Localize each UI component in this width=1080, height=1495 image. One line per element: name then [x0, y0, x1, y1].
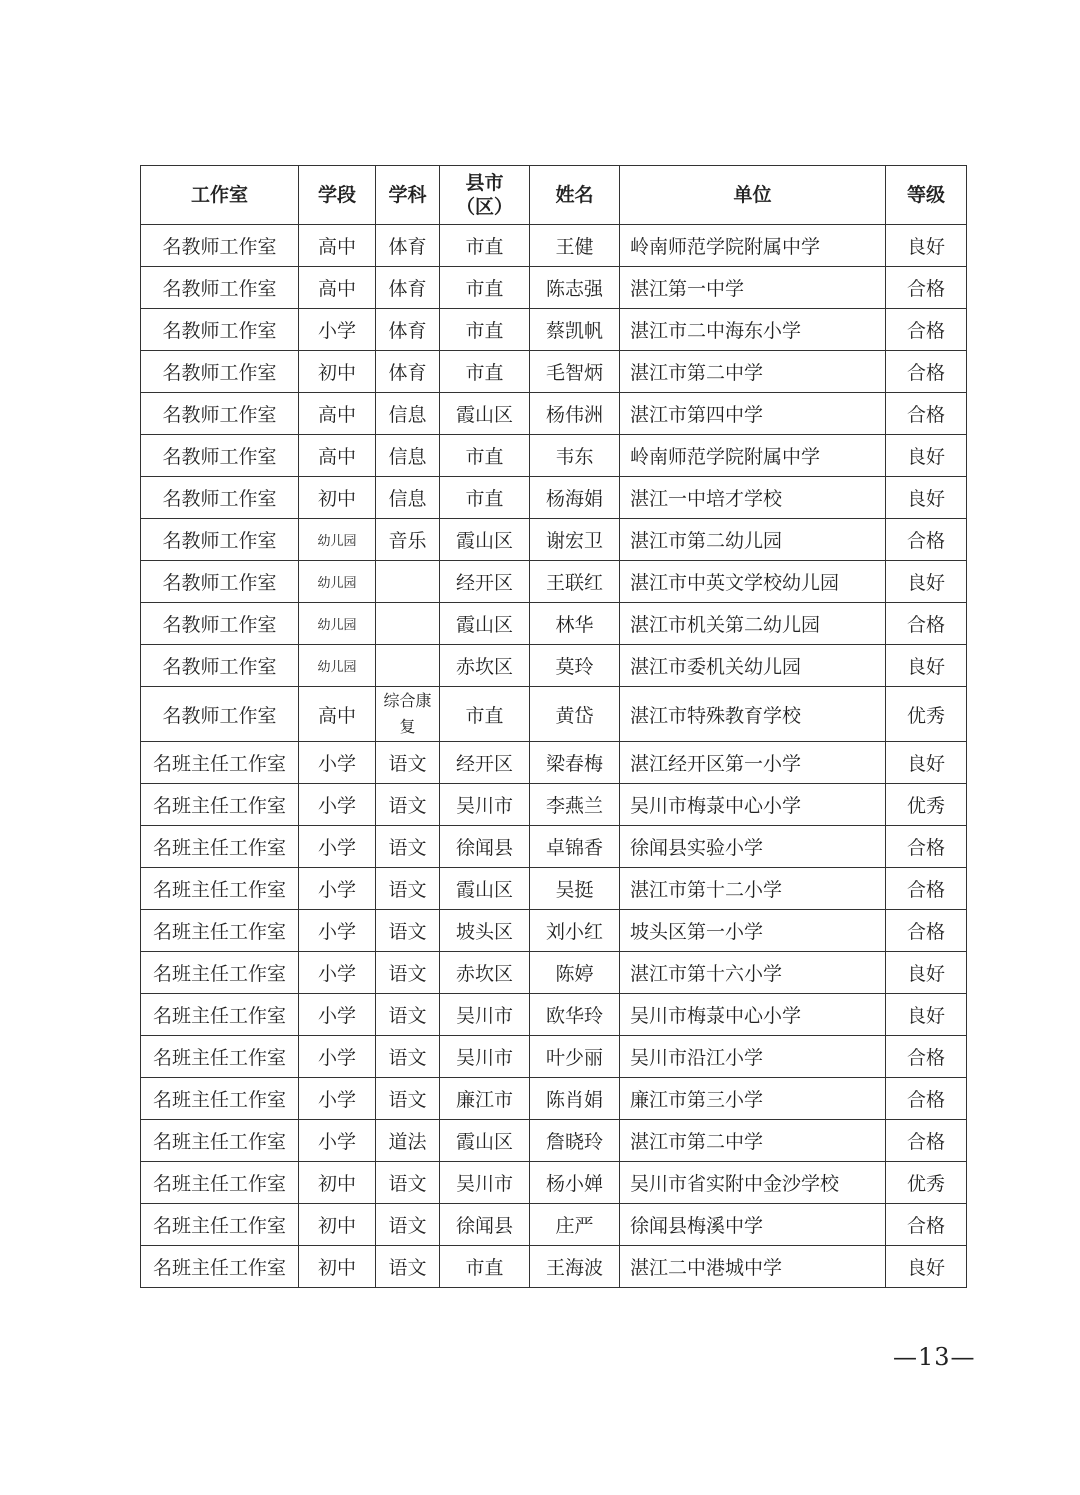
cell-subject: 语文: [376, 994, 440, 1036]
cell-name: 陈志强: [530, 267, 620, 309]
table-row: [141, 477, 967, 519]
cell-stage: 幼儿园: [299, 645, 376, 687]
table-row: [141, 952, 967, 994]
cell-stage: 高中: [299, 393, 376, 435]
cell-studio: 名班主任工作室: [141, 952, 299, 994]
cell-stage: 小学: [299, 1036, 376, 1078]
table-row: [141, 603, 967, 645]
cell-unit: 湛江二中港城中学: [620, 1246, 886, 1288]
cell-unit: 湛江市第十六小学: [620, 952, 886, 994]
cell-subject: 信息: [376, 393, 440, 435]
cell-stage: 高中: [299, 267, 376, 309]
header-county-line1: 县市: [465, 172, 504, 194]
header-grade: 等级: [886, 166, 967, 225]
cell-name: 杨伟洲: [530, 393, 620, 435]
cell-subject: 语文: [376, 1036, 440, 1078]
cell-subject: [376, 603, 440, 645]
cell-county: 市直: [440, 225, 530, 267]
cell-unit: 徐闻县实验小学: [620, 826, 886, 868]
header-subject: 学科: [376, 166, 440, 225]
cell-stage: 小学: [299, 784, 376, 826]
cell-subject: 语文: [376, 1204, 440, 1246]
cell-county: 霞山区: [440, 603, 530, 645]
cell-unit: 坡头区第一小学: [620, 910, 886, 952]
cell-county: 经开区: [440, 561, 530, 603]
cell-subject: 音乐: [376, 519, 440, 561]
cell-subject: 语文: [376, 742, 440, 784]
cell-unit: 湛江经开区第一小学: [620, 742, 886, 784]
cell-name: 王健: [530, 225, 620, 267]
table-row: [141, 1120, 967, 1162]
cell-studio: 名教师工作室: [141, 393, 299, 435]
cell-grade: 合格: [886, 1036, 967, 1078]
cell-subject: 综合康复: [376, 687, 440, 742]
results-table: [140, 165, 967, 1288]
cell-county: 赤坎区: [440, 645, 530, 687]
cell-grade: 良好: [886, 952, 967, 994]
cell-stage: 初中: [299, 1204, 376, 1246]
cell-studio: 名教师工作室: [141, 645, 299, 687]
header-county: [440, 166, 530, 225]
cell-studio: 名班主任工作室: [141, 1120, 299, 1162]
cell-unit: 湛江市委机关幼儿园: [620, 645, 886, 687]
table-row: [141, 435, 967, 477]
cell-studio: 名教师工作室: [141, 351, 299, 393]
cell-county: 市直: [440, 351, 530, 393]
cell-studio: 名教师工作室: [141, 309, 299, 351]
cell-stage: 初中: [299, 1246, 376, 1288]
cell-subject: 语文: [376, 1246, 440, 1288]
header-county-line2: （区）: [455, 196, 513, 218]
cell-county: 坡头区: [440, 910, 530, 952]
cell-grade: 合格: [886, 1078, 967, 1120]
cell-county: 吴川市: [440, 1036, 530, 1078]
cell-county: 市直: [440, 267, 530, 309]
cell-county: 吴川市: [440, 994, 530, 1036]
cell-stage: 小学: [299, 309, 376, 351]
cell-subject: 体育: [376, 225, 440, 267]
cell-name: 王联红: [530, 561, 620, 603]
cell-unit: 徐闻县梅溪中学: [620, 1204, 886, 1246]
cell-unit: 岭南师范学院附属中学: [620, 225, 886, 267]
cell-stage: 小学: [299, 1120, 376, 1162]
cell-stage: 小学: [299, 1078, 376, 1120]
cell-studio: 名教师工作室: [141, 267, 299, 309]
table-row: [141, 1036, 967, 1078]
cell-stage: 小学: [299, 742, 376, 784]
cell-grade: 优秀: [886, 784, 967, 826]
cell-grade: 良好: [886, 435, 967, 477]
cell-unit: 湛江市二中海东小学: [620, 309, 886, 351]
cell-grade: 合格: [886, 1204, 967, 1246]
table-row: [141, 1246, 967, 1288]
cell-name: 莫玲: [530, 645, 620, 687]
table-row: [141, 910, 967, 952]
cell-studio: 名班主任工作室: [141, 910, 299, 952]
cell-name: 林华: [530, 603, 620, 645]
cell-subject: 体育: [376, 267, 440, 309]
table-row: [141, 267, 967, 309]
cell-unit: 湛江市第二中学: [620, 1120, 886, 1162]
cell-unit: 湛江市特殊教育学校: [620, 687, 886, 742]
table-row: [141, 742, 967, 784]
table-row: [141, 687, 967, 742]
cell-name: 庄严: [530, 1204, 620, 1246]
cell-name: 毛智炳: [530, 351, 620, 393]
cell-county: 吴川市: [440, 784, 530, 826]
cell-county: 市直: [440, 309, 530, 351]
cell-grade: 合格: [886, 519, 967, 561]
table-row: [141, 784, 967, 826]
cell-subject: 语文: [376, 826, 440, 868]
cell-name: 谢宏卫: [530, 519, 620, 561]
cell-county: 赤坎区: [440, 952, 530, 994]
cell-grade: 合格: [886, 267, 967, 309]
cell-grade: 合格: [886, 826, 967, 868]
cell-name: 蔡凯帆: [530, 309, 620, 351]
cell-stage: 小学: [299, 994, 376, 1036]
cell-stage: 初中: [299, 351, 376, 393]
cell-unit: 湛江市第四中学: [620, 393, 886, 435]
cell-grade: 合格: [886, 351, 967, 393]
cell-grade: 良好: [886, 742, 967, 784]
cell-grade: 优秀: [886, 1162, 967, 1204]
cell-stage: 初中: [299, 477, 376, 519]
cell-subject: 道法: [376, 1120, 440, 1162]
cell-subject: 语文: [376, 1078, 440, 1120]
cell-unit: 吴川市梅菉中心小学: [620, 784, 886, 826]
table-row: [141, 519, 967, 561]
cell-unit: 湛江一中培才学校: [620, 477, 886, 519]
cell-grade: 合格: [886, 1120, 967, 1162]
cell-stage: 高中: [299, 225, 376, 267]
cell-county: 廉江市: [440, 1078, 530, 1120]
cell-subject: 信息: [376, 477, 440, 519]
cell-studio: 名教师工作室: [141, 561, 299, 603]
table-row: [141, 1204, 967, 1246]
cell-subject: 语文: [376, 784, 440, 826]
cell-name: 陈肖娟: [530, 1078, 620, 1120]
cell-unit: 湛江市第二中学: [620, 351, 886, 393]
cell-stage: 小学: [299, 910, 376, 952]
cell-subject: 语文: [376, 910, 440, 952]
page-number: —13—: [893, 1343, 976, 1371]
cell-studio: 名班主任工作室: [141, 868, 299, 910]
cell-county: 经开区: [440, 742, 530, 784]
cell-subject: 体育: [376, 351, 440, 393]
cell-stage: 幼儿园: [299, 519, 376, 561]
table-row: [141, 645, 967, 687]
cell-studio: 名教师工作室: [141, 435, 299, 477]
cell-unit: 岭南师范学院附属中学: [620, 435, 886, 477]
cell-grade: 合格: [886, 309, 967, 351]
cell-county: 市直: [440, 477, 530, 519]
cell-grade: 合格: [886, 393, 967, 435]
header-studio: 工作室: [141, 166, 299, 225]
cell-name: 杨小婵: [530, 1162, 620, 1204]
cell-unit: 吴川市梅菉中心小学: [620, 994, 886, 1036]
table-row: [141, 1162, 967, 1204]
cell-unit: 湛江市第二幼儿园: [620, 519, 886, 561]
cell-grade: 良好: [886, 1246, 967, 1288]
cell-subject: 语文: [376, 952, 440, 994]
cell-grade: 优秀: [886, 687, 967, 742]
cell-stage: 高中: [299, 435, 376, 477]
table-row: [141, 225, 967, 267]
cell-name: 黄岱: [530, 687, 620, 742]
cell-studio: 名班主任工作室: [141, 1036, 299, 1078]
cell-studio: 名班主任工作室: [141, 826, 299, 868]
cell-name: 梁春梅: [530, 742, 620, 784]
cell-name: 吴挺: [530, 868, 620, 910]
table-row: [141, 561, 967, 603]
cell-subject: 语文: [376, 868, 440, 910]
cell-name: 韦东: [530, 435, 620, 477]
cell-studio: 名教师工作室: [141, 225, 299, 267]
cell-grade: 合格: [886, 603, 967, 645]
cell-unit: 湛江第一中学: [620, 267, 886, 309]
cell-subject: [376, 645, 440, 687]
table-row: [141, 393, 967, 435]
cell-county: 市直: [440, 1246, 530, 1288]
cell-studio: 名班主任工作室: [141, 1078, 299, 1120]
cell-grade: 合格: [886, 910, 967, 952]
cell-studio: 名班主任工作室: [141, 994, 299, 1036]
cell-stage: 初中: [299, 1162, 376, 1204]
table-row: [141, 994, 967, 1036]
cell-studio: 名班主任工作室: [141, 1162, 299, 1204]
table-row: [141, 351, 967, 393]
cell-name: 叶少丽: [530, 1036, 620, 1078]
cell-grade: 良好: [886, 994, 967, 1036]
cell-grade: 良好: [886, 561, 967, 603]
cell-studio: 名教师工作室: [141, 519, 299, 561]
cell-stage: 高中: [299, 687, 376, 742]
cell-name: 卓锦香: [530, 826, 620, 868]
header-stage: 学段: [299, 166, 376, 225]
cell-studio: 名班主任工作室: [141, 1246, 299, 1288]
cell-studio: 名班主任工作室: [141, 784, 299, 826]
cell-stage: 幼儿园: [299, 561, 376, 603]
cell-county: 霞山区: [440, 868, 530, 910]
cell-county: 徐闻县: [440, 826, 530, 868]
cell-grade: 良好: [886, 645, 967, 687]
table-row: [141, 309, 967, 351]
cell-studio: 名教师工作室: [141, 687, 299, 742]
cell-stage: 幼儿园: [299, 603, 376, 645]
cell-unit: 湛江市第十二小学: [620, 868, 886, 910]
cell-name: 王海波: [530, 1246, 620, 1288]
cell-name: 詹晓玲: [530, 1120, 620, 1162]
cell-county: 徐闻县: [440, 1204, 530, 1246]
cell-county: 市直: [440, 687, 530, 742]
cell-name: 李燕兰: [530, 784, 620, 826]
cell-subject: [376, 561, 440, 603]
cell-studio: 名教师工作室: [141, 603, 299, 645]
cell-studio: 名班主任工作室: [141, 1204, 299, 1246]
cell-grade: 良好: [886, 225, 967, 267]
header-row: [141, 166, 967, 225]
table-row: [141, 826, 967, 868]
table-row: [141, 868, 967, 910]
cell-county: 霞山区: [440, 519, 530, 561]
cell-county: 霞山区: [440, 1120, 530, 1162]
header-unit: 单位: [620, 166, 886, 225]
cell-stage: 小学: [299, 826, 376, 868]
header-name: 姓名: [530, 166, 620, 225]
cell-subject: 信息: [376, 435, 440, 477]
table-row: [141, 1078, 967, 1120]
cell-subject: 体育: [376, 309, 440, 351]
cell-county: 吴川市: [440, 1162, 530, 1204]
cell-name: 杨海娟: [530, 477, 620, 519]
cell-unit: 吴川市沿江小学: [620, 1036, 886, 1078]
cell-unit: 湛江市中英文学校幼儿园: [620, 561, 886, 603]
cell-grade: 合格: [886, 868, 967, 910]
cell-unit: 吴川市省实附中金沙学校: [620, 1162, 886, 1204]
cell-stage: 小学: [299, 868, 376, 910]
cell-subject: 语文: [376, 1162, 440, 1204]
cell-grade: 良好: [886, 477, 967, 519]
cell-name: 欧华玲: [530, 994, 620, 1036]
cell-county: 霞山区: [440, 393, 530, 435]
cell-stage: 小学: [299, 952, 376, 994]
cell-unit: 湛江市机关第二幼儿园: [620, 603, 886, 645]
cell-studio: 名教师工作室: [141, 477, 299, 519]
cell-studio: 名班主任工作室: [141, 742, 299, 784]
cell-name: 刘小红: [530, 910, 620, 952]
cell-unit: 廉江市第三小学: [620, 1078, 886, 1120]
cell-county: 市直: [440, 435, 530, 477]
cell-name: 陈婷: [530, 952, 620, 994]
